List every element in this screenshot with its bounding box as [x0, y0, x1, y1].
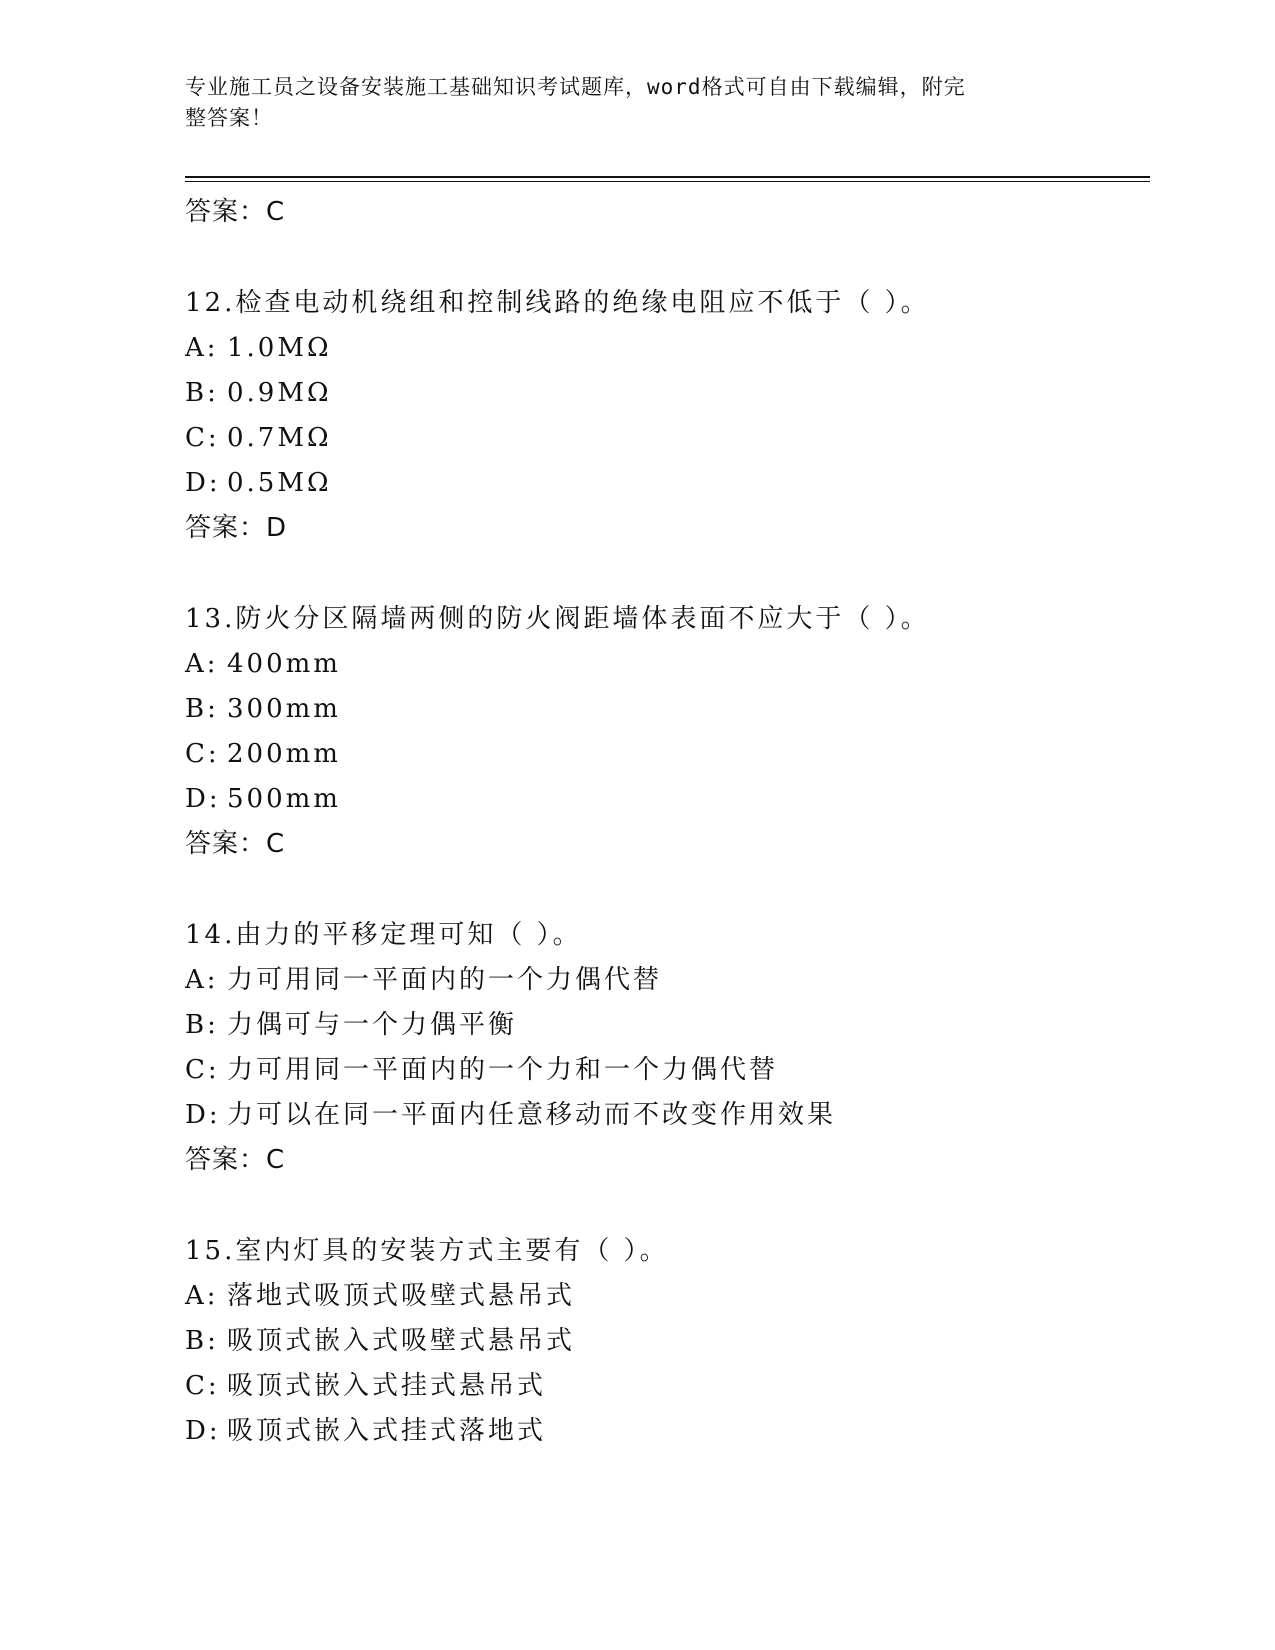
option-label: B:: [185, 378, 219, 408]
question-list: [185, 190, 1150, 1454]
option-text: 200mm: [227, 739, 341, 769]
answer-line: 答案：D: [185, 513, 288, 543]
header-line-2: 整答案！: [185, 106, 273, 130]
answer-line: 答案：C: [185, 1145, 286, 1175]
option-text: 吸顶式嵌入式挂式悬吊式: [227, 1371, 547, 1401]
option-a: [185, 642, 1150, 687]
option-d: [185, 1093, 1150, 1138]
option-text: 力可以在同一平面内任意移动而不改变作用效果: [227, 1100, 837, 1130]
spacer: [185, 235, 1150, 281]
spacer: [185, 551, 1150, 597]
option-text: 500mm: [227, 784, 341, 814]
option-label: C:: [185, 1055, 220, 1085]
option-label: A:: [185, 333, 219, 363]
option-a: [185, 326, 1150, 371]
option-label: B:: [185, 1010, 219, 1040]
answer-line: 答案：C: [185, 829, 286, 859]
option-text: 吸顶式嵌入式吸壁式悬吊式: [227, 1326, 576, 1356]
option-text: 1.0MΩ: [227, 333, 332, 363]
option-label: A:: [185, 649, 219, 679]
question-block: [185, 1229, 1150, 1454]
option-c: [185, 1364, 1150, 1409]
question-text: 12.检查电动机绕组和控制线路的绝缘电阻应不低于（ ）。: [185, 288, 930, 318]
option-text: 吸顶式嵌入式挂式落地式: [227, 1416, 547, 1446]
question-text: 13.防火分区隔墙两侧的防火阀距墙体表面不应大于（ ）。: [185, 604, 930, 634]
option-text: 力偶可与一个力偶平衡: [227, 1010, 518, 1040]
spacer: [185, 867, 1150, 913]
page-header: [185, 72, 1065, 134]
answer-line: 答案：C: [185, 197, 286, 227]
option-a: [185, 1274, 1150, 1319]
option-a: [185, 958, 1150, 1003]
option-label: C:: [185, 423, 220, 453]
question-block: [185, 281, 1150, 551]
option-d: [185, 777, 1150, 822]
option-d: [185, 1409, 1150, 1454]
option-label: D:: [185, 468, 221, 498]
option-c: [185, 732, 1150, 777]
header-divider-thick: [185, 176, 1150, 178]
option-label: D:: [185, 1416, 221, 1446]
question-block: [185, 913, 1150, 1183]
question-block: [185, 597, 1150, 867]
option-text: 0.5MΩ: [227, 468, 332, 498]
option-label: D:: [185, 1100, 221, 1130]
option-label: D:: [185, 784, 221, 814]
option-label: B:: [185, 694, 219, 724]
option-text: 0.7MΩ: [227, 423, 332, 453]
option-label: C:: [185, 739, 220, 769]
spacer: [185, 1183, 1150, 1229]
option-text: 落地式吸顶式吸壁式悬吊式: [227, 1281, 576, 1311]
option-b: [185, 371, 1150, 416]
option-text: 0.9MΩ: [227, 378, 332, 408]
option-text: 力可用同一平面内的一个力和一个力偶代替: [227, 1055, 779, 1085]
question-text: 15.室内灯具的安装方式主要有（ ）。: [185, 1236, 669, 1266]
option-label: C:: [185, 1371, 220, 1401]
option-text: 400mm: [227, 649, 341, 679]
option-c: [185, 1048, 1150, 1093]
header-line-1: 专业施工员之设备安装施工基础知识考试题库，word格式可自由下载编辑，附完: [185, 75, 966, 99]
header-divider-thin: [185, 181, 1150, 182]
option-label: A:: [185, 1281, 219, 1311]
option-label: B:: [185, 1326, 219, 1356]
option-d: [185, 461, 1150, 506]
option-text: 力可用同一平面内的一个力偶代替: [227, 965, 663, 995]
option-b: [185, 1319, 1150, 1364]
option-b: [185, 687, 1150, 732]
option-text: 300mm: [227, 694, 341, 724]
question-text: 14.由力的平移定理可知（ ）。: [185, 920, 582, 950]
option-b: [185, 1003, 1150, 1048]
option-label: A:: [185, 965, 219, 995]
option-c: [185, 416, 1150, 461]
